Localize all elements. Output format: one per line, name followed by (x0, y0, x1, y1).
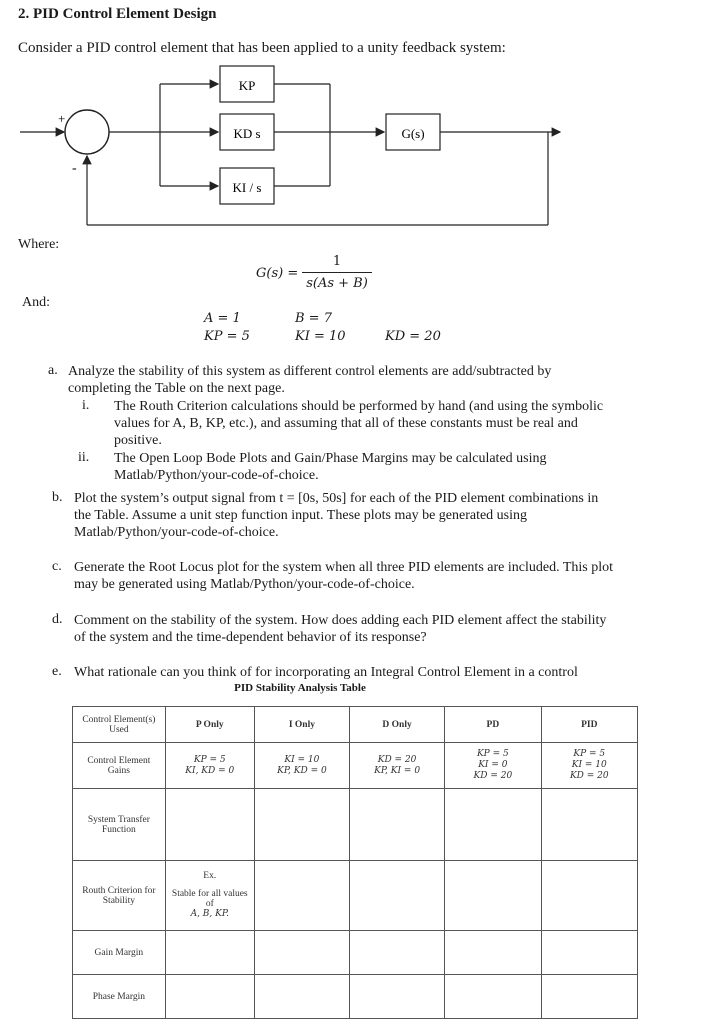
question-c-text: Generate the Root Locus plot for the system when all three PID elements are included. This plot may be generated using Matlab/Python/your-code-of-choice. (74, 560, 613, 592)
constant-ki: KI = 10 (295, 329, 346, 344)
cell-empty (254, 861, 349, 931)
constant-kd: KD = 20 (385, 329, 441, 344)
question-d-label: d. (52, 612, 63, 627)
cell-empty (445, 931, 541, 975)
question-a-i-label: i. (82, 398, 90, 413)
cell-empty (445, 861, 541, 931)
question-d-text: Comment on the stability of the system. How does adding each PID element affect the stability of the system and the time-dependent behavior of its response? (74, 613, 607, 645)
cell-empty (165, 975, 254, 1019)
cell-empty (165, 931, 254, 975)
summing-junction (65, 110, 109, 154)
question-e-label: e. (52, 664, 62, 679)
table-title: PID Stability Analysis Table (234, 682, 366, 694)
question-a-i-text: The Routh Criterion calculations should be performed by hand (and using the symbolic values for A, B, KP, etc.), and assuming that all of these constants must be real and positive. (114, 399, 604, 448)
cell-empty (541, 861, 637, 931)
header-pid: PID (541, 707, 637, 743)
cell-empty (445, 975, 541, 1019)
header-p-only: P Only (165, 707, 254, 743)
question-a-ii-text: The Open Loop Bode Plots and Gain/Phase Margins may be calculated using Matlab/Python/your-code-of-choice. (114, 451, 547, 483)
cell-empty (254, 975, 349, 1019)
cell-gains-pd: KP = 5 KI = 0 KD = 20 (445, 743, 541, 789)
cell-empty (349, 931, 444, 975)
kd-label: KD s (233, 126, 261, 141)
cell-routh-p-only: Ex. Stable for all values of A, B, KP. (165, 861, 254, 931)
cell-empty (165, 789, 254, 861)
table-row-gain-margin (73, 931, 638, 975)
header-d-only: D Only (349, 707, 444, 743)
constant-kp: KP = 5 (204, 329, 250, 344)
cell-empty (349, 975, 444, 1019)
row-label-transfer: System Transfer Function (73, 789, 166, 861)
cell-gains-p-only: KP = 5 KI, KD = 0 (165, 743, 254, 789)
cell-gains-pid: KP = 5 KI = 10 KD = 20 (541, 743, 637, 789)
cell-empty (254, 931, 349, 975)
pid-stability-table (72, 706, 638, 1019)
equation-denominator: s(As + B) (306, 276, 368, 291)
plus-sign: + (58, 111, 66, 126)
row-label-gain-margin: Gain Margin (73, 931, 166, 975)
table-row-gains (73, 743, 638, 789)
row-label-gains: Control Element Gains (73, 743, 166, 789)
question-a-label: a. (48, 363, 58, 378)
row-label-routh: Routh Criterion for Stability (73, 861, 166, 931)
row-label-phase-margin: Phase Margin (73, 975, 166, 1019)
equation-lhs: G(s) = (256, 266, 299, 281)
cell-gains-i-only: KI = 10 KP, KD = 0 (254, 743, 349, 789)
plant-label: G(s) (401, 126, 425, 141)
question-b-label: b. (52, 490, 63, 505)
table-row-phase-margin (73, 975, 638, 1019)
constant-a: A = 1 (204, 311, 241, 326)
and-label: And: (22, 295, 50, 310)
block-diagram (0, 60, 728, 240)
equation-numerator: 1 (332, 254, 342, 269)
ki-label: KI / s (232, 180, 262, 195)
intro-text: Consider a PID control element that has been applied to a unity feedback system: (18, 40, 506, 56)
constant-b: B = 7 (295, 311, 332, 326)
cell-empty (254, 789, 349, 861)
where-label: Where: (18, 237, 60, 252)
cell-empty (349, 789, 444, 861)
table-row-routh (73, 861, 638, 931)
cell-empty (541, 975, 637, 1019)
kp-label: KP (238, 78, 256, 93)
question-e-text: What rationale can you think of for incorporating an Integral Control Element in a control (74, 665, 578, 680)
cell-gains-d-only: KD = 20 KP, KI = 0 (349, 743, 444, 789)
question-a-ii-label: ii. (78, 450, 90, 465)
header-elements-used: Control Element(s) Used (73, 707, 166, 743)
cell-empty (541, 931, 637, 975)
fraction-bar (302, 272, 372, 273)
question-a-text: Analyze the stability of this system as different control elements are add/subtracted by completing the Table on the next page. (68, 364, 552, 396)
cell-empty (541, 789, 637, 861)
cell-empty (349, 861, 444, 931)
section-heading: 2. PID Control Element Design (18, 6, 217, 22)
question-c-label: c. (52, 559, 62, 574)
header-i-only: I Only (254, 707, 349, 743)
table-header-row (73, 707, 638, 743)
table-row-transfer (73, 789, 638, 861)
header-pd: PD (445, 707, 541, 743)
minus-sign: - (72, 161, 77, 176)
cell-empty (445, 789, 541, 861)
question-b-text: Plot the system’s output signal from t = [0s, 50s] for each of the PID element combinations in the Table. Assume a unit step function input. These plots may be generated using Matlab/Python/your-code-of-choice. (74, 491, 599, 540)
